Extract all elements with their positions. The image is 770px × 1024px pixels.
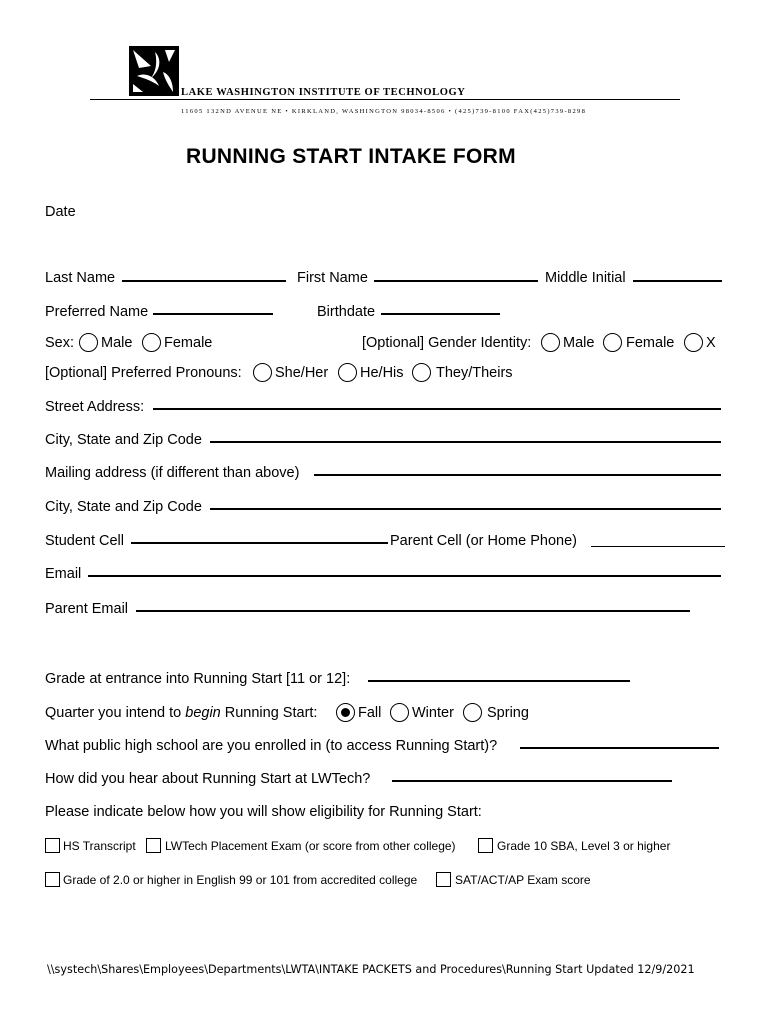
student-cell-field[interactable] <box>131 542 388 544</box>
date-label: Date <box>45 204 76 220</box>
preferred-name-label: Preferred Name <box>45 304 149 320</box>
gi-male-radio[interactable] <box>541 333 560 352</box>
grade-label: Grade at entrance into Running Start [11 or 12]: <box>45 671 351 687</box>
street-address-label: Street Address: <box>45 399 145 415</box>
placement-exam-label: LWTech Placement Exam (or score from other college) <box>165 839 456 853</box>
hs-transcript-checkbox[interactable] <box>45 838 60 853</box>
last-name-label: Last Name <box>45 270 116 286</box>
he-his-label: He/His <box>360 365 404 381</box>
last-name-field[interactable] <box>122 280 286 282</box>
gender-identity-label: [Optional] Gender Identity: <box>362 335 532 351</box>
grade-field[interactable] <box>368 680 630 682</box>
institution-name: LAKE WASHINGTON INSTITUTE OF TECHNOLOGY <box>181 87 466 98</box>
first-name-label: First Name <box>297 270 368 286</box>
she-her-radio[interactable] <box>253 363 272 382</box>
parent-cell-field[interactable] <box>591 546 725 547</box>
grade-2-checkbox[interactable] <box>45 872 60 887</box>
gi-x-label: X <box>706 335 716 351</box>
sex-male-radio[interactable] <box>79 333 98 352</box>
city-state-zip-2-label: City, State and Zip Code <box>45 499 202 515</box>
hs-transcript-label: HS Transcript <box>63 839 136 853</box>
parent-cell-label: Parent Cell (or Home Phone) <box>390 533 577 549</box>
fall-radio[interactable] <box>336 703 355 722</box>
email-label: Email <box>45 566 82 582</box>
first-name-field[interactable] <box>374 280 538 282</box>
grade10-sba-checkbox[interactable] <box>478 838 493 853</box>
parent-email-label: Parent Email <box>45 601 129 617</box>
email-field[interactable] <box>88 575 721 577</box>
quarter-label <box>45 705 317 721</box>
middle-initial-label: Middle Initial <box>545 270 626 286</box>
he-his-radio[interactable] <box>338 363 357 382</box>
mailing-address-field[interactable] <box>314 474 721 476</box>
hear-about-label: How did you hear about Running Start at LWTech? <box>45 771 371 787</box>
quarter-label-emphasis: begin <box>185 705 221 721</box>
sex-label: Sex: <box>45 335 75 351</box>
city-state-zip-2-field[interactable] <box>210 508 721 510</box>
hear-about-field[interactable] <box>392 780 672 782</box>
spring-label: Spring <box>487 705 529 721</box>
high-school-label: What public high school are you enrolled in (to access Running Start)? <box>45 738 498 754</box>
city-state-zip-field[interactable] <box>210 441 721 443</box>
quarter-label-suffix: Running Start: <box>220 705 318 721</box>
they-theirs-label: They/Theirs <box>436 365 513 381</box>
she-her-label: She/Her <box>275 365 329 381</box>
mailing-address-label: Mailing address (if different than above) <box>45 465 300 481</box>
sex-female-label: Female <box>164 335 213 351</box>
sex-male-label: Male <box>101 335 133 351</box>
preferred-name-field[interactable] <box>153 313 273 315</box>
they-theirs-radio[interactable] <box>412 363 431 382</box>
pronouns-label: [Optional] Preferred Pronouns: <box>45 365 242 381</box>
gi-male-label: Male <box>563 335 595 351</box>
placement-exam-checkbox[interactable] <box>146 838 161 853</box>
gi-female-radio[interactable] <box>603 333 622 352</box>
sex-female-radio[interactable] <box>142 333 161 352</box>
parent-email-field[interactable] <box>136 610 690 612</box>
gi-female-label: Female <box>626 335 675 351</box>
footer-path: \\systech\Shares\Employees\Departments\LWTA\INTAKE PACKETS and Procedures\Running Start Updated 12/9/2021 <box>47 963 695 976</box>
street-address-field[interactable] <box>153 408 721 410</box>
institution-address: 11605 132ND AVENUE NE • KIRKLAND, WASHINGTON 98034-8506 • (425)739-8100 FAX(425)739-8298 <box>181 108 587 115</box>
winter-label: Winter <box>412 705 454 721</box>
lwtech-logo-icon <box>129 46 179 96</box>
fall-label: Fall <box>358 705 382 721</box>
city-state-zip-label: City, State and Zip Code <box>45 432 202 448</box>
high-school-field[interactable] <box>520 747 719 749</box>
spring-radio[interactable] <box>463 703 482 722</box>
grade-2-label: Grade of 2.0 or higher in English 99 or 101 from accredited college <box>63 873 418 887</box>
eligibility-label: Please indicate below how you will show eligibility for Running Start: <box>45 804 482 820</box>
gi-x-radio[interactable] <box>684 333 703 352</box>
quarter-label-prefix: Quarter you intend to <box>45 705 186 721</box>
form-title: RUNNING START INTAKE FORM <box>186 145 516 168</box>
sat-act-checkbox[interactable] <box>436 872 451 887</box>
sat-act-label: SAT/ACT/AP Exam score <box>455 873 591 887</box>
birthdate-label: Birthdate <box>317 304 376 320</box>
grade10-sba-label: Grade 10 SBA, Level 3 or higher <box>497 839 671 853</box>
winter-radio[interactable] <box>390 703 409 722</box>
header-rule <box>90 99 680 100</box>
middle-initial-field[interactable] <box>633 280 722 282</box>
student-cell-label: Student Cell <box>45 533 124 549</box>
birthdate-field[interactable] <box>381 313 500 315</box>
